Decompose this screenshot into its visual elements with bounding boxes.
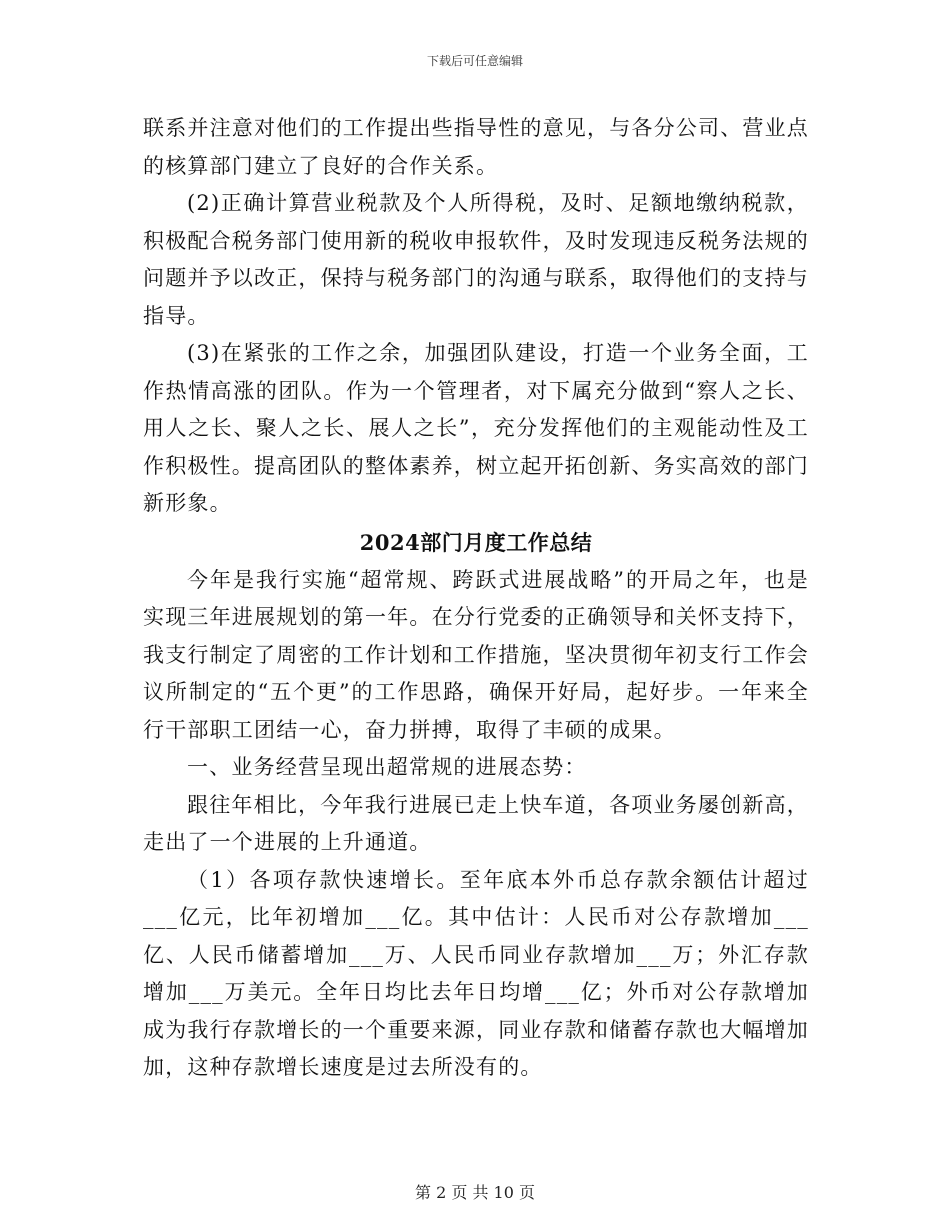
paragraph-item-2: (2)正确计算营业税款及个人所得税，及时、足额地缴纳税款，积极配合税务部门使用新的税收申报软件，及时发现违反税务法规的问题并予以改正，保持与税务部门的沟通与联系，取得他们的支持与指导。 <box>143 191 809 328</box>
page-footer-number: 第 2 页 共 10 页 <box>415 1183 535 1202</box>
paragraph-continued: 联系并注意对他们的工作提出些指导性的意见，与各分公司、营业点的核算部门建立了良好的合作关系。 <box>143 116 809 178</box>
paragraph-item-3: (3)在紧张的工作之余，加强团队建设，打造一个业务全面，工作热情高涨的团队。作为一个管理者，对下属充分做到“察人之长、用人之长、聚人之长、展人之长”，充分发挥他们的主观能动性及工作积极性。提高团队的整体素养，树立起开拓创新、务实高效的部门新形象。 <box>143 341 809 515</box>
page-header-note: 下载后可任意编辑 <box>426 54 523 68</box>
section-title: 2024部门月度工作总结 <box>359 529 593 555</box>
document-body <box>143 110 809 1087</box>
paragraph-deposits: （1）各项存款快速增长。至年底本外币总存款余额估计超过___亿元，比年初增加___亿。其中估计：人民币对公存款增加___亿、人民币储蓄增加___万、人民币同业存款增加___万；外汇存款增加___万美元。全年日均比去年日均增___亿；外币对公存款增加成为我行存款增长的一个重要来源，同业存款和储蓄存款也大幅增加加，这种存款增长速度是过去所没有的。 <box>143 867 809 1079</box>
paragraph-comparison: 跟往年相比，今年我行进展已走上快车道，各项业务屡创新高，走出了一个进展的上升通道。 <box>143 792 809 854</box>
paragraph-heading-1: 一、业务经营呈现出超常规的进展态势： <box>187 755 587 779</box>
paragraph-intro: 今年是我行实施“超常规、跨跃式进展战略”的开局之年，也是实现三年进展规划的第一年。在分行党委的正确领导和关怀支持下，我支行制定了周密的工作计划和工作措施，坚决贯彻年初支行工作会议所制定的“五个更”的工作思路，确保开好局，起好步。一年来全行干部职工团结一心，奋力拼搏，取得了丰硕的成果。 <box>143 567 809 742</box>
